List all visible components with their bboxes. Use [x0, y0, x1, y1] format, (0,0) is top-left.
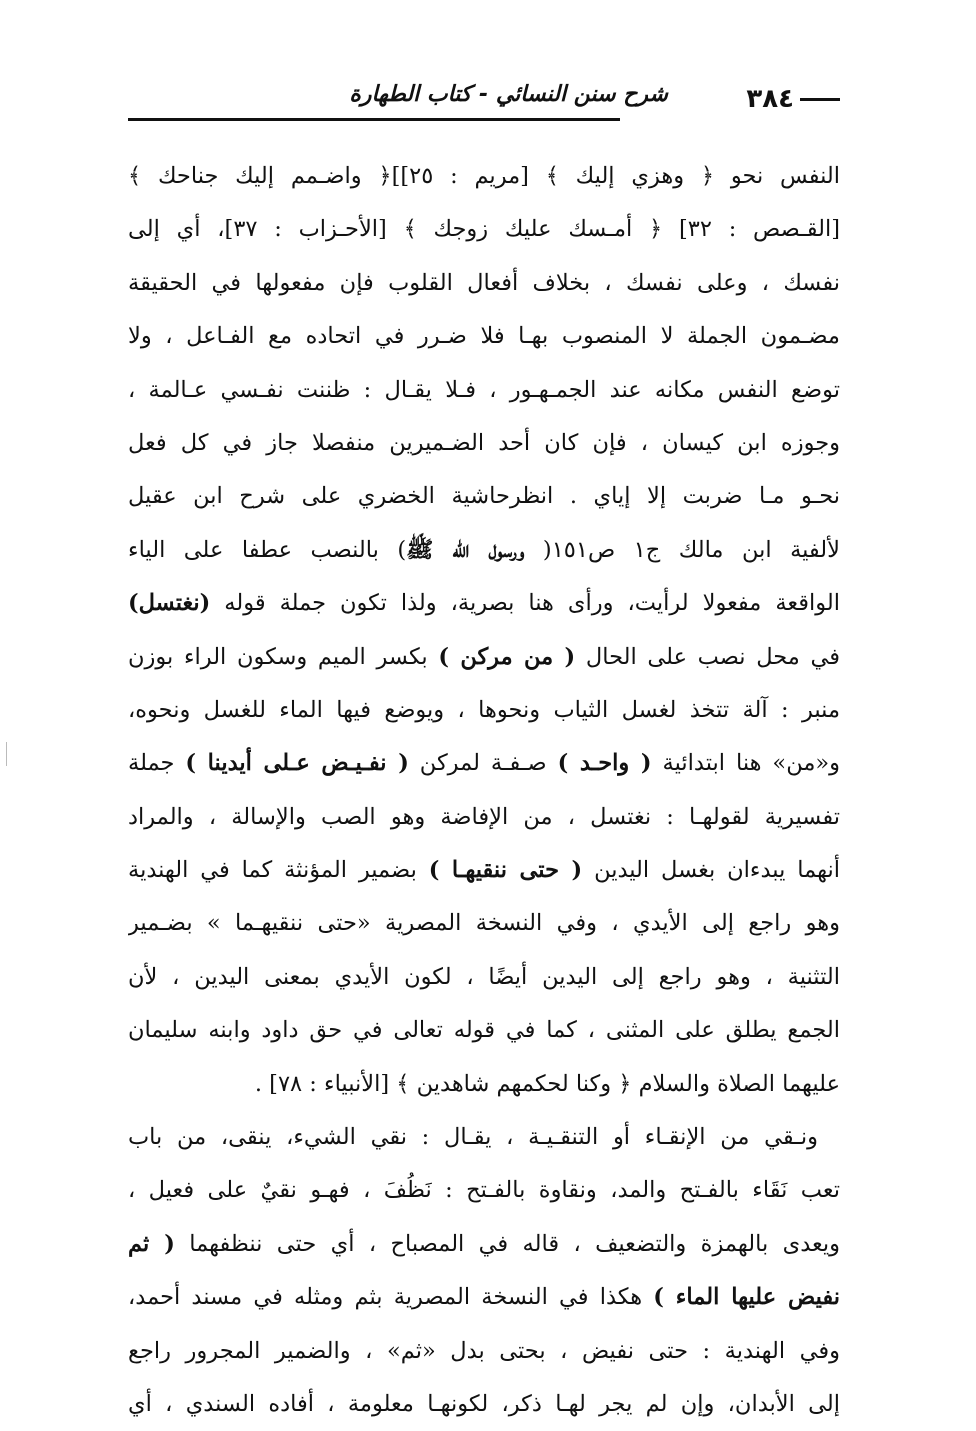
margin-mark — [6, 742, 7, 766]
header-title: شرح سنن النسائي - كتاب الطهارة — [349, 82, 668, 107]
text-line — [128, 203, 840, 256]
bold-quote: ( واحـد ) — [557, 750, 652, 777]
text-run: ونـقي من الإنقـاء أو التنقـيـة ، يقـال : نقي الشيء، ينقى، من باب — [128, 1124, 818, 1151]
text-line — [128, 1164, 840, 1217]
text-line — [128, 791, 840, 844]
text-run: ) بالنصب عطفا على الياء — [128, 536, 407, 563]
text-line — [128, 1058, 840, 1111]
text-line — [128, 1378, 840, 1431]
text-run: النفس نحو ﴿ وهزي إليك ﴾ [مريم : ٢٥]]﴿ واضـمم إليك جناحك ﴾ — [128, 163, 840, 189]
header-dash — [800, 98, 840, 101]
text-line — [128, 310, 840, 363]
text-line — [128, 631, 840, 684]
text-line — [128, 737, 840, 790]
text-line — [128, 1004, 840, 1057]
bold-quote: ( حتى ننقيهـا ) — [428, 857, 583, 884]
bold-quote: (نغتسل) — [128, 590, 211, 617]
body-text — [128, 150, 840, 1431]
text-line — [128, 684, 840, 737]
text-run: صـفـة لمركن — [408, 750, 558, 777]
text-run: الجمع يطلق على المثنى ، كما في قوله تعالى في حق داود وابنه سليمان — [128, 1017, 840, 1044]
text-run: مضـمون الجملة لا المنصوب بهـا فلا ضـرر في اتحاده مع الفـاعل ، ولا — [128, 323, 840, 350]
bold-quote: ( نفـيـض عـلى أيدينا ) — [185, 750, 409, 777]
text-line — [128, 1325, 840, 1378]
text-line — [128, 150, 840, 203]
text-line — [128, 844, 840, 897]
running-header — [128, 80, 840, 120]
text-run: تعب نَقَاء بالفـتح والمد، ونقاوة بالفـتح : نَظُفَ ، فهـو نقيٌ على فعيل ، — [128, 1177, 840, 1204]
text-line — [128, 1271, 840, 1324]
header-rule — [128, 118, 620, 121]
text-line — [128, 470, 840, 523]
text-line — [128, 1111, 840, 1164]
text-run: ويعدى بالهمزة والتضعيف ، قاله في المصباح ، أي حتى ننظفهما — [174, 1230, 840, 1257]
text-run: لألفية ابن مالك ج١ ص١٥١( — [524, 536, 840, 563]
text-run: عليهما الصلاة والسلام ﴿ وكنا لحكمهم شاهدين ﴾ [الأنبياء : ٧٨] . — [254, 1070, 840, 1097]
text-run: إلى الأبدان، وإن لم يجر لهـا ذكر، لكونهـا معلومة ، أفاده السندي ، أي — [128, 1390, 840, 1417]
text-run: تفسيرية لقولهـا : نغتسل ، من الإفاضة وهو الصب والإسالة ، والمراد — [128, 803, 840, 830]
text-run: في محل نصب على الحال — [575, 643, 840, 670]
text-run: هكذا في النسخة المصرية بثم ومثله في مسند أحمد، — [128, 1284, 654, 1311]
text-run: الواقعة مفعولا لرأيت، ورأى هنا بصرية، ولذا تكون جملة قوله — [210, 590, 840, 617]
text-line — [128, 257, 840, 310]
text-line — [128, 1218, 840, 1271]
text-line — [128, 417, 840, 470]
text-line — [128, 577, 840, 630]
text-run: وهو راجع إلى الأيدي ، وفي النسخة المصرية «حتى ننقيهـما » بضـمير — [128, 910, 840, 937]
text-run: بضمير المؤنثة كما في الهندية — [128, 857, 429, 884]
text-run: وجوزه ابن كيسان ، فإن كان أحد الضـميرين منفصلا جاز في كل فعل — [128, 429, 840, 456]
text-run: نحـو مـا ضربت إلا إياي . انظرحاشية الخضري على شرح ابن عقيل — [128, 483, 840, 510]
text-line — [128, 897, 840, 950]
text-line — [128, 524, 840, 577]
bold-quote: ( من مركن ) — [438, 643, 576, 670]
page-number: ٣٨٤ — [746, 84, 794, 114]
text-run: بكسر الميم وسكون الراء بوزن — [128, 643, 439, 670]
bold-quote: ( ثم — [128, 1230, 175, 1257]
bold-quote: ورسول الله ﷺ — [406, 536, 525, 563]
text-run: أنهما يبدءان بغسل اليدين — [582, 857, 840, 884]
text-line — [128, 364, 840, 417]
text-run: التثنية ، وهو راجع إلى اليدين أيضًا ، لكون الأيدي بمعنى اليدين ، لأن — [128, 963, 840, 990]
text-run: [القـصص : ٣٢] ﴿ أمـسك عليك زوجك ﴾ [الأحـزاب : ٣٧]، أي إلى — [128, 216, 840, 243]
bold-quote: نفيض عليها الماء ) — [653, 1284, 840, 1311]
text-run: و«من» هنا ابتدائية — [651, 750, 840, 777]
text-run: وفي الهندية : حتى نفيض ، بحتى بدل «ثم» ، والضمير المجرور راجع — [128, 1337, 840, 1364]
text-line — [128, 951, 840, 1004]
text-run: نفسك ، وعلى نفسك ، بخلاف أفعال القلوب فإن مفعولها في الحقيقة — [128, 269, 840, 296]
text-run: منبر : آلة تتخذ لغسل الثياب ونحوها ، ويوضع فيها الماء للغسل ونحوه، — [128, 696, 840, 723]
text-run: جملة — [128, 750, 186, 777]
text-run: توضع النفس مكانه عند الجمـهـور ، فـلا يقـال : ظننت نفـسي عـالمة ، — [128, 376, 840, 403]
